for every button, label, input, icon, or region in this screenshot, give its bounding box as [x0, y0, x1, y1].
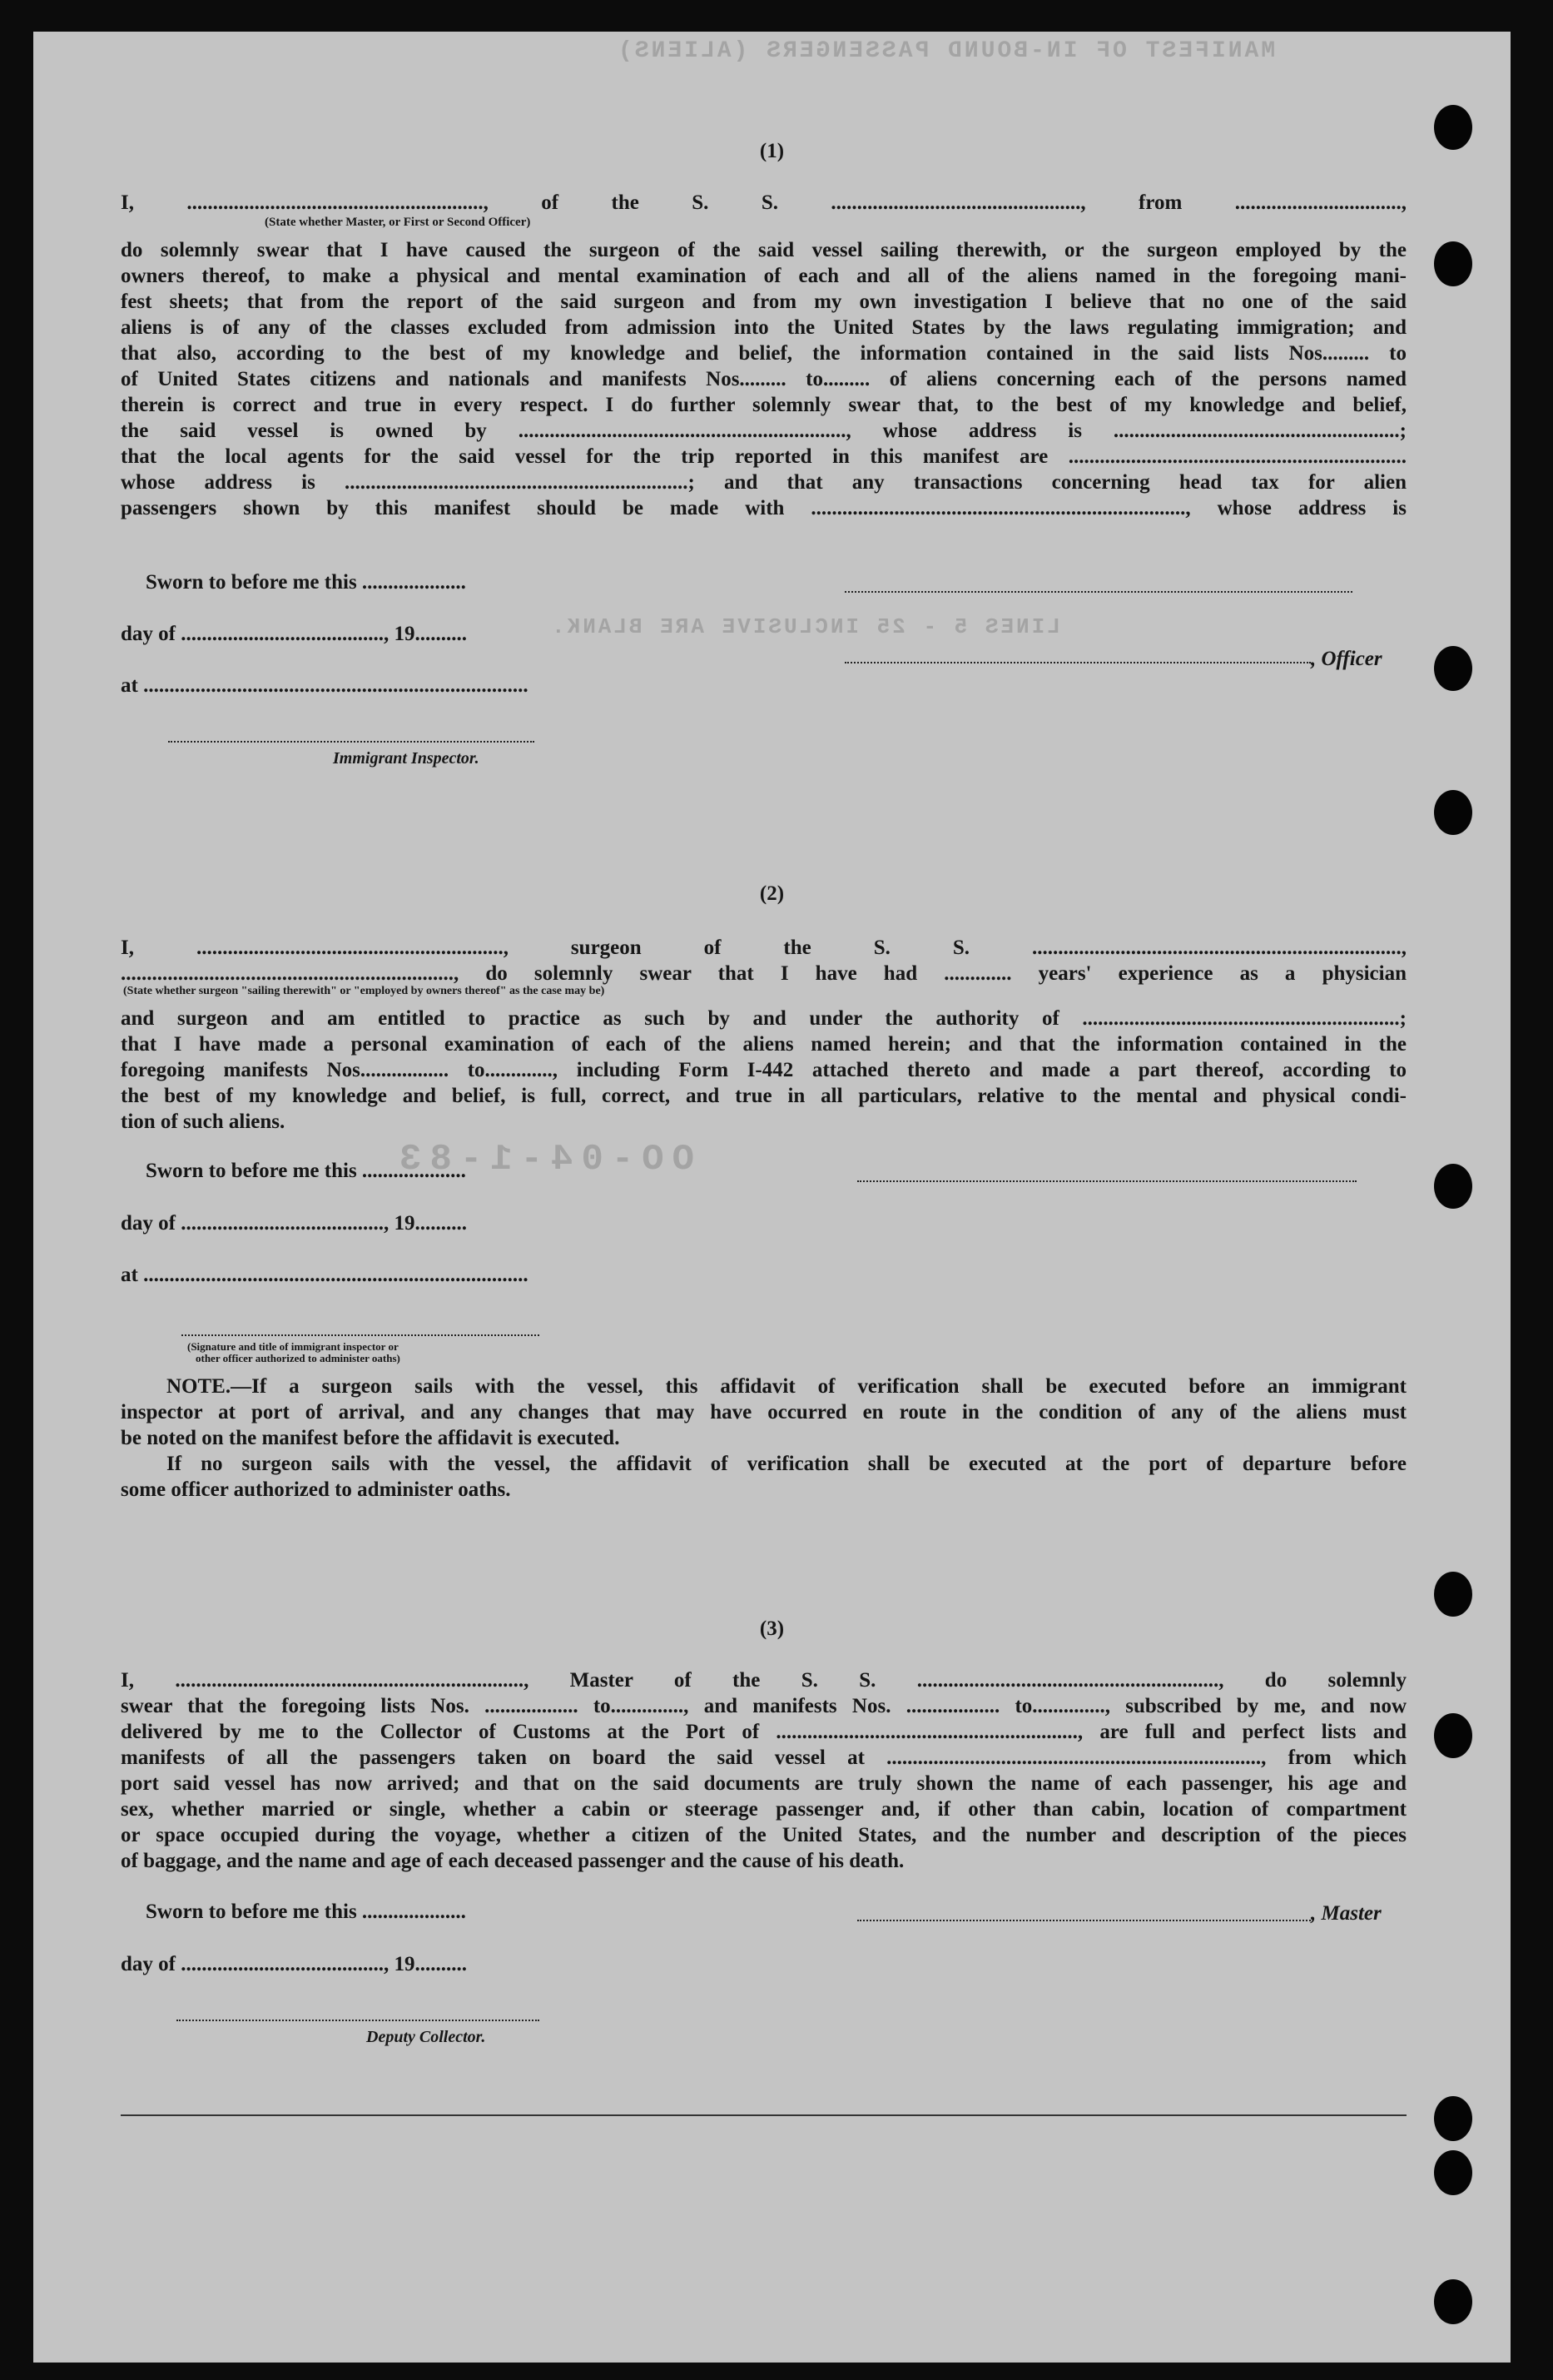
section-2-line: I, ..........................................................., surgeon of the S. S. .......................................................................,: [121, 937, 1407, 959]
section-1-line: therein is correct and true in every respect. I do further solemnly swear that, to the best of my knowledge and belief,: [121, 394, 1407, 416]
section-3-line: port said vessel has now arrived; and that on the said documents are truly shown the name of each passenger, his age and: [121, 1772, 1407, 1795]
section-1-number: (1): [759, 140, 785, 162]
master-signature-line: [857, 1920, 1311, 1921]
sworn-line: Sworn to before me this ....................: [146, 571, 466, 594]
officer-label: , Officer: [1311, 648, 1382, 670]
section-1-line: of United States citizens and nationals and manifests Nos......... to......... of aliens concerning each of the persons named: [121, 368, 1407, 390]
binder-hole: [1434, 1572, 1472, 1617]
section-2-line: and surgeon and am entitled to practice as such by and under the authority of .............................................................;: [121, 1007, 1407, 1030]
binder-hole: [1434, 1164, 1472, 1209]
day-line: day of ......................................., 19..........: [121, 623, 467, 645]
section-1-line: owners thereof, to make a physical and mental examination of each and all of the aliens named in the foregoing mani-: [121, 265, 1407, 287]
binder-hole: [1434, 646, 1472, 691]
bleed-through-text: LINES 5 - 25 INCLUSIVE ARE BLANK.: [549, 614, 1060, 639]
signature-line: [857, 1180, 1357, 1182]
section-1-line: do solemnly swear that I have caused the surgeon of the said vessel sailing therewith, or the surgeon employed by the: [121, 239, 1407, 261]
section-2-line: foregoing manifests Nos................. to............., including Form I-442 attached thereto and made a part thereof, according to: [121, 1059, 1407, 1081]
manifest-page: [33, 32, 1511, 2363]
signature-line: [845, 591, 1352, 593]
note-line: If no surgeon sails with the vessel, the affidavit of verification shall be executed at the port of departure before: [166, 1453, 1407, 1475]
section-3-line: of baggage, and the name and age of each deceased passenger and the cause of his death.: [121, 1850, 905, 1872]
section-1-line: passengers shown by this manifest should be made with ........................................................................, whose address is: [121, 497, 1407, 519]
bleed-through-text: OO-04-1-83: [391, 1139, 695, 1180]
section-3-line: manifests of all the passengers taken on board the said vessel at ........................................................................, from which: [121, 1746, 1407, 1769]
collector-signature-line: [176, 2020, 539, 2021]
sworn-line: Sworn to before me this ....................: [146, 1901, 466, 1923]
section-1-line: aliens is of any of the classes excluded from admission into the United States by the laws regulating immigration; and: [121, 316, 1407, 339]
note-line: inspector at port of arrival, and any changes that may have occurred en route in the condition of any of the aliens must: [121, 1401, 1407, 1424]
section-1-line: that also, according to the best of my knowledge and belief, the information contained in the said lists Nos......... to: [121, 342, 1407, 365]
binder-hole: [1434, 2096, 1472, 2141]
deputy-collector-label: Deputy Collector.: [366, 2028, 486, 2046]
section-1-line: fest sheets; that from the report of the said surgeon and from my own investigation I believe that no one of the said: [121, 291, 1407, 313]
section-1-line: I, ........................................................., of the S. S. ................................................, from ................................,: [121, 191, 1407, 214]
surgeon-caption: (State whether surgeon "sailing therewith" or "employed by owners thereof" as the case may be): [123, 985, 605, 997]
master-caption: (State whether Master, or First or Second Officer): [265, 216, 531, 229]
section-2-number: (2): [759, 882, 785, 905]
bottom-rule: [121, 2114, 1407, 2116]
section-2-line: tion of such aliens.: [121, 1111, 285, 1133]
section-2-line: ................................................................, do solemnly swear that I have had ............. years' experience as a physician: [121, 962, 1407, 985]
section-3-number: (3): [759, 1617, 785, 1640]
section-2-line: that I have made a personal examination of each of the aliens named herein; and that the information contained in the: [121, 1033, 1407, 1056]
section-3-line: sex, whether married or single, whether a cabin or steerage passenger and, if other than cabin, location of compartment: [121, 1798, 1407, 1821]
section-3-line: I, ..................................................................., Master of the S. S. .........................................................., do solemnly: [121, 1669, 1407, 1692]
bleed-through-text: MANIFEST OF IN-BOUND PASSENGERS (ALIENS): [616, 38, 1276, 64]
binder-hole: [1434, 241, 1472, 286]
binder-hole: [1434, 1713, 1472, 1758]
at-line: at ..........................................................................: [121, 1264, 528, 1286]
master-label: , Master: [1311, 1902, 1382, 1925]
inspector-signature-line: [181, 1334, 539, 1336]
day-line: day of ......................................., 19..........: [121, 1953, 467, 1975]
at-line: at ..........................................................................: [121, 674, 528, 697]
section-3-line: delivered by me to the Collector of Customs at the Port of .........................................................., are full and perfect lists and: [121, 1721, 1407, 1743]
officer-signature-line: [845, 662, 1311, 663]
section-3-line: swear that the foregoing lists Nos. .................. to.............., and manifests Nos. .................. to.............., subscribed by me, and now: [121, 1695, 1407, 1717]
note-line: be noted on the manifest before the affidavit is executed.: [121, 1427, 620, 1449]
section-3-line: or space occupied during the voyage, whether a citizen of the United States, and the number and description of the pieces: [121, 1824, 1407, 1846]
binder-hole: [1434, 2279, 1472, 2324]
day-line: day of ......................................., 19..........: [121, 1212, 467, 1235]
binder-hole: [1434, 2150, 1472, 2195]
section-1-line: that the local agents for the said vessel for the trip reported in this manifest are .................................................................: [121, 445, 1407, 468]
sworn-line: Sworn to before me this ....................: [146, 1160, 466, 1182]
note-line: NOTE.—If a surgeon sails with the vessel, this affidavit of verification shall be executed before an immigrant: [166, 1375, 1407, 1398]
section-2-line: the best of my knowledge and belief, is full, correct, and true in all particulars, relative to the mental and physical condi-: [121, 1085, 1407, 1107]
inspector-label: Immigrant Inspector.: [333, 749, 479, 768]
binder-hole: [1434, 790, 1472, 835]
section-1-line: whose address is ..................................................................; and that any transactions concerning head tax for alien: [121, 471, 1407, 494]
signature-caption: (Signature and title of immigrant inspector or: [187, 1340, 399, 1353]
signature-caption: other officer authorized to administer oaths): [196, 1352, 400, 1364]
section-1-line: the said vessel is owned by ..............................................................., whose address is .......................................................;: [121, 420, 1407, 442]
note-line: some officer authorized to administer oaths.: [121, 1478, 511, 1501]
inspector-signature-line: [168, 741, 534, 743]
